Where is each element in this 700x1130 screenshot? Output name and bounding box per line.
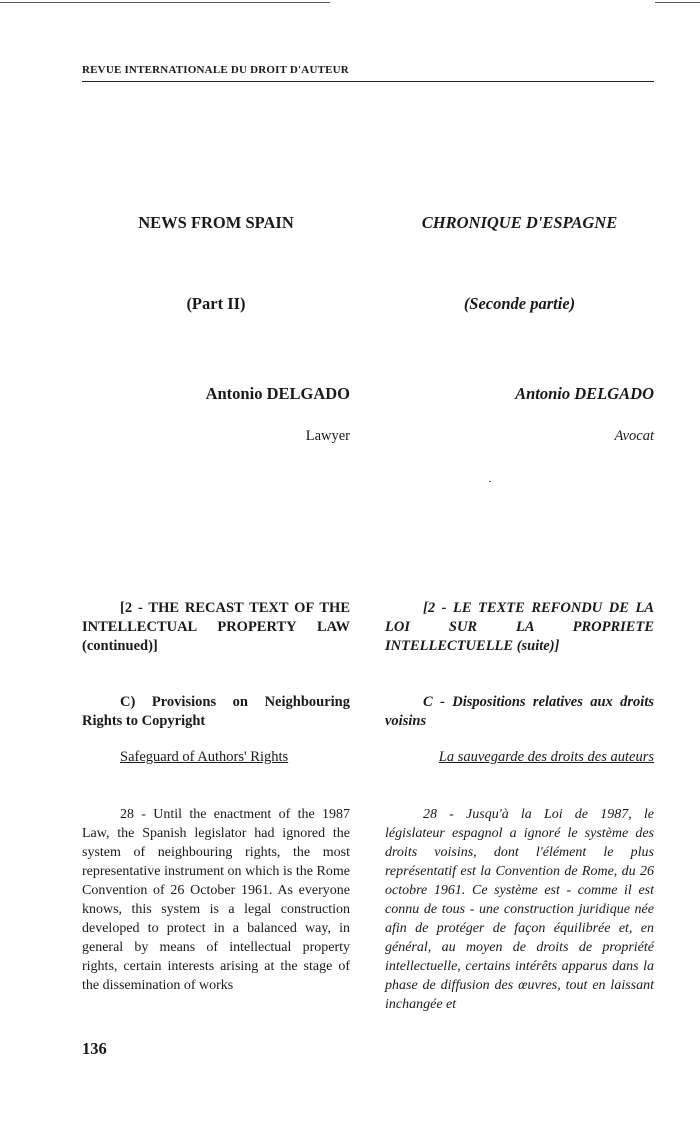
author-name-en: Antonio DELGADO — [205, 384, 350, 403]
scan-edge-mark-right — [655, 2, 700, 3]
running-head: REVUE INTERNATIONALE DU DROIT D'AUTEUR — [82, 64, 349, 76]
title-fr: CHRONIQUE D'ESPAGNE — [421, 213, 618, 232]
author-fr-wrap — [385, 384, 654, 404]
role-en-wrap — [82, 428, 350, 445]
subsection-heading-en-wrap — [82, 693, 350, 731]
author-name-fr: Antonio DELGADO — [515, 384, 654, 403]
body-paragraph-en: 28 - Until the enactment of the 1987 Law, the Spanish legislator had ignored the system of neighbouring rights, the most representative instrument on which is the Rome Convention of 26 October 1961. As everyone knows, this system is a legal construction developed to protect in a balanced way, in general by means of intellectual property rights, certain interests arising at the stage of the dissemination of works — [82, 807, 350, 993]
section-heading-en: [2 - THE RECAST TEXT OF THE INTELLECTUAL PROPERTY LAW (continued)] — [82, 600, 350, 654]
sub-subsection-en-wrap — [82, 749, 350, 766]
body-paragraph-fr: 28 - Jusqu'à la Loi de 1987, le législateur espagnol a ignoré le système des droits voisins, dont l'élément le plus représentatif est la Convention de Rome, du 26 octobre 1961. Ce système est - comme il est connu de tous - une construction juridique née afin de protéger de façon équilibrée et, en général, au moyen de droits de propriété intellectuelle, certains intérêts apparus dans la phase de diffusion des œuvres, tout en laissant inchangée et — [385, 807, 654, 1012]
body-en-wrap — [82, 805, 350, 995]
subsection-heading-en: C) Provisions on Neighbouring Rights to Copyright — [82, 694, 350, 729]
section-heading-en-wrap — [82, 599, 350, 656]
author-en-wrap — [82, 384, 350, 404]
subsection-heading-fr-wrap — [385, 693, 654, 731]
subsection-heading-fr: C - Dispositions relatives aux droits voisins — [385, 694, 654, 729]
scan-edge-mark-left — [0, 2, 330, 3]
section-heading-fr-wrap — [385, 599, 654, 656]
page-number: 136 — [82, 1039, 107, 1058]
scan-speck — [489, 481, 491, 482]
part-label-en-wrap — [82, 294, 350, 314]
section-heading-fr: [2 - LE TEXTE REFONDU DE LA LOI SUR LA PROPRIETE INTELLECTUELLE (suite)] — [385, 600, 654, 654]
article-title-en — [82, 213, 350, 233]
sub-subsection-fr-wrap — [385, 749, 654, 766]
sub-subsection-en: Safeguard of Authors' Rights — [120, 749, 289, 765]
title-en: NEWS FROM SPAIN — [138, 213, 294, 232]
body-fr-wrap — [385, 805, 654, 1014]
article-title-fr — [385, 213, 654, 233]
part-label-fr: (Seconde partie) — [463, 294, 576, 313]
part-label-en: (Part II) — [186, 294, 246, 313]
author-role-fr: Avocat — [614, 428, 654, 444]
author-role-en: Lawyer — [305, 428, 350, 444]
header-rule — [82, 81, 654, 82]
role-fr-wrap — [385, 428, 654, 445]
part-label-fr-wrap — [385, 294, 654, 314]
sub-subsection-fr: La sauvegarde des droits des auteurs — [438, 749, 654, 765]
